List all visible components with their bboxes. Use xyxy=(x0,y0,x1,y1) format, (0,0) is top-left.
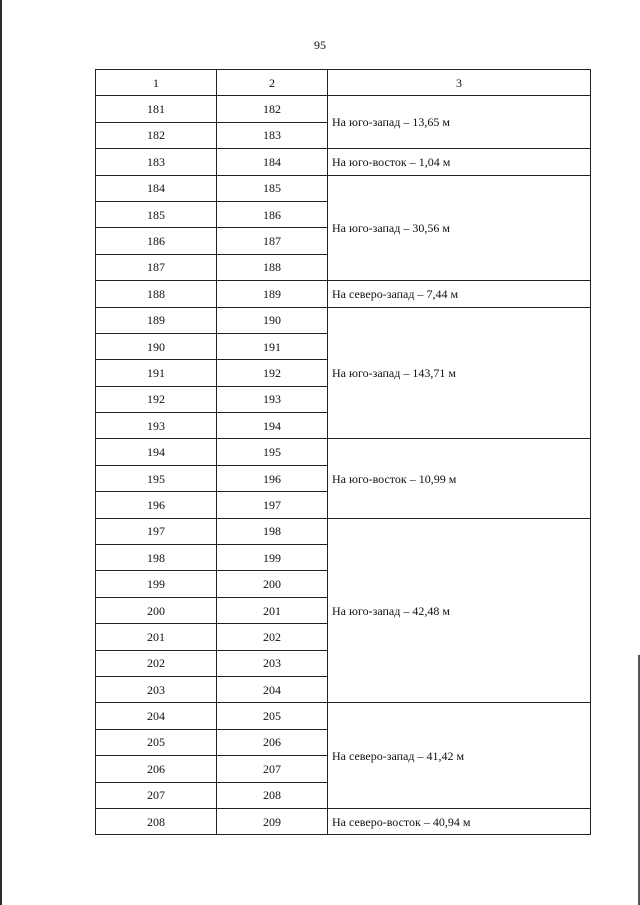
cell-direction-distance: На юго-запад – 42,48 м xyxy=(328,518,591,703)
cell-to-point: 183 xyxy=(217,122,328,148)
cell-from-point: 189 xyxy=(96,307,217,333)
table-body xyxy=(96,96,591,835)
cell-to-point: 197 xyxy=(217,492,328,518)
table-row xyxy=(96,808,591,834)
cell-direction-distance: На северо-запад – 41,42 м xyxy=(328,703,591,809)
cell-from-point: 185 xyxy=(96,201,217,227)
column-header-3: 3 xyxy=(328,70,591,96)
cell-direction-distance: На северо-восток – 40,94 м xyxy=(328,808,591,834)
cell-to-point: 195 xyxy=(217,439,328,465)
table-row xyxy=(96,439,591,465)
cell-to-point: 190 xyxy=(217,307,328,333)
cell-from-point: 194 xyxy=(96,439,217,465)
table-row xyxy=(96,703,591,729)
cell-to-point: 206 xyxy=(217,729,328,755)
cell-direction-distance: На юго-запад – 30,56 м xyxy=(328,175,591,281)
table-row xyxy=(96,175,591,201)
table-row xyxy=(96,307,591,333)
cell-direction-distance: На юго-запад – 13,65 м xyxy=(328,96,591,149)
cell-to-point: 189 xyxy=(217,281,328,307)
data-table xyxy=(95,69,591,835)
cell-direction-distance: На северо-запад – 7,44 м xyxy=(328,281,591,307)
cell-to-point: 204 xyxy=(217,676,328,702)
table-row xyxy=(96,96,591,122)
cell-from-point: 192 xyxy=(96,386,217,412)
cell-from-point: 188 xyxy=(96,281,217,307)
column-header-2: 2 xyxy=(217,70,328,96)
cell-to-point: 194 xyxy=(217,413,328,439)
cell-from-point: 202 xyxy=(96,650,217,676)
cell-to-point: 188 xyxy=(217,254,328,280)
cell-from-point: 184 xyxy=(96,175,217,201)
cell-from-point: 200 xyxy=(96,597,217,623)
cell-from-point: 193 xyxy=(96,413,217,439)
cell-from-point: 186 xyxy=(96,228,217,254)
cell-to-point: 199 xyxy=(217,545,328,571)
cell-to-point: 198 xyxy=(217,518,328,544)
page-number: 95 xyxy=(314,38,326,52)
cell-direction-distance: На юго-восток – 1,04 м xyxy=(328,149,591,175)
cell-from-point: 196 xyxy=(96,492,217,518)
cell-from-point: 207 xyxy=(96,782,217,808)
cell-to-point: 191 xyxy=(217,333,328,359)
cell-from-point: 197 xyxy=(96,518,217,544)
cell-from-point: 205 xyxy=(96,729,217,755)
cell-from-point: 199 xyxy=(96,571,217,597)
cell-from-point: 206 xyxy=(96,756,217,782)
cell-to-point: 209 xyxy=(217,808,328,834)
cell-direction-distance: На юго-запад – 143,71 м xyxy=(328,307,591,439)
scan-edge-left xyxy=(0,0,2,905)
cell-from-point: 191 xyxy=(96,360,217,386)
cell-to-point: 202 xyxy=(217,624,328,650)
cell-from-point: 183 xyxy=(96,149,217,175)
cell-to-point: 186 xyxy=(217,201,328,227)
cell-from-point: 187 xyxy=(96,254,217,280)
cell-to-point: 184 xyxy=(217,149,328,175)
cell-to-point: 200 xyxy=(217,571,328,597)
cell-to-point: 207 xyxy=(217,756,328,782)
cell-from-point: 203 xyxy=(96,676,217,702)
cell-from-point: 195 xyxy=(96,465,217,491)
cell-from-point: 181 xyxy=(96,96,217,122)
cell-to-point: 201 xyxy=(217,597,328,623)
cell-to-point: 203 xyxy=(217,650,328,676)
table-row xyxy=(96,518,591,544)
header-row xyxy=(96,70,591,96)
cell-from-point: 201 xyxy=(96,624,217,650)
cell-to-point: 192 xyxy=(217,360,328,386)
cell-from-point: 198 xyxy=(96,545,217,571)
cell-to-point: 187 xyxy=(217,228,328,254)
cell-to-point: 205 xyxy=(217,703,328,729)
cell-direction-distance: На юго-восток – 10,99 м xyxy=(328,439,591,518)
cell-from-point: 204 xyxy=(96,703,217,729)
cell-from-point: 208 xyxy=(96,808,217,834)
column-header-1: 1 xyxy=(96,70,217,96)
cell-to-point: 196 xyxy=(217,465,328,491)
table-row xyxy=(96,149,591,175)
cell-to-point: 208 xyxy=(217,782,328,808)
cell-to-point: 185 xyxy=(217,175,328,201)
cell-from-point: 182 xyxy=(96,122,217,148)
cell-from-point: 190 xyxy=(96,333,217,359)
cell-to-point: 182 xyxy=(217,96,328,122)
cell-to-point: 193 xyxy=(217,386,328,412)
table-row xyxy=(96,281,591,307)
